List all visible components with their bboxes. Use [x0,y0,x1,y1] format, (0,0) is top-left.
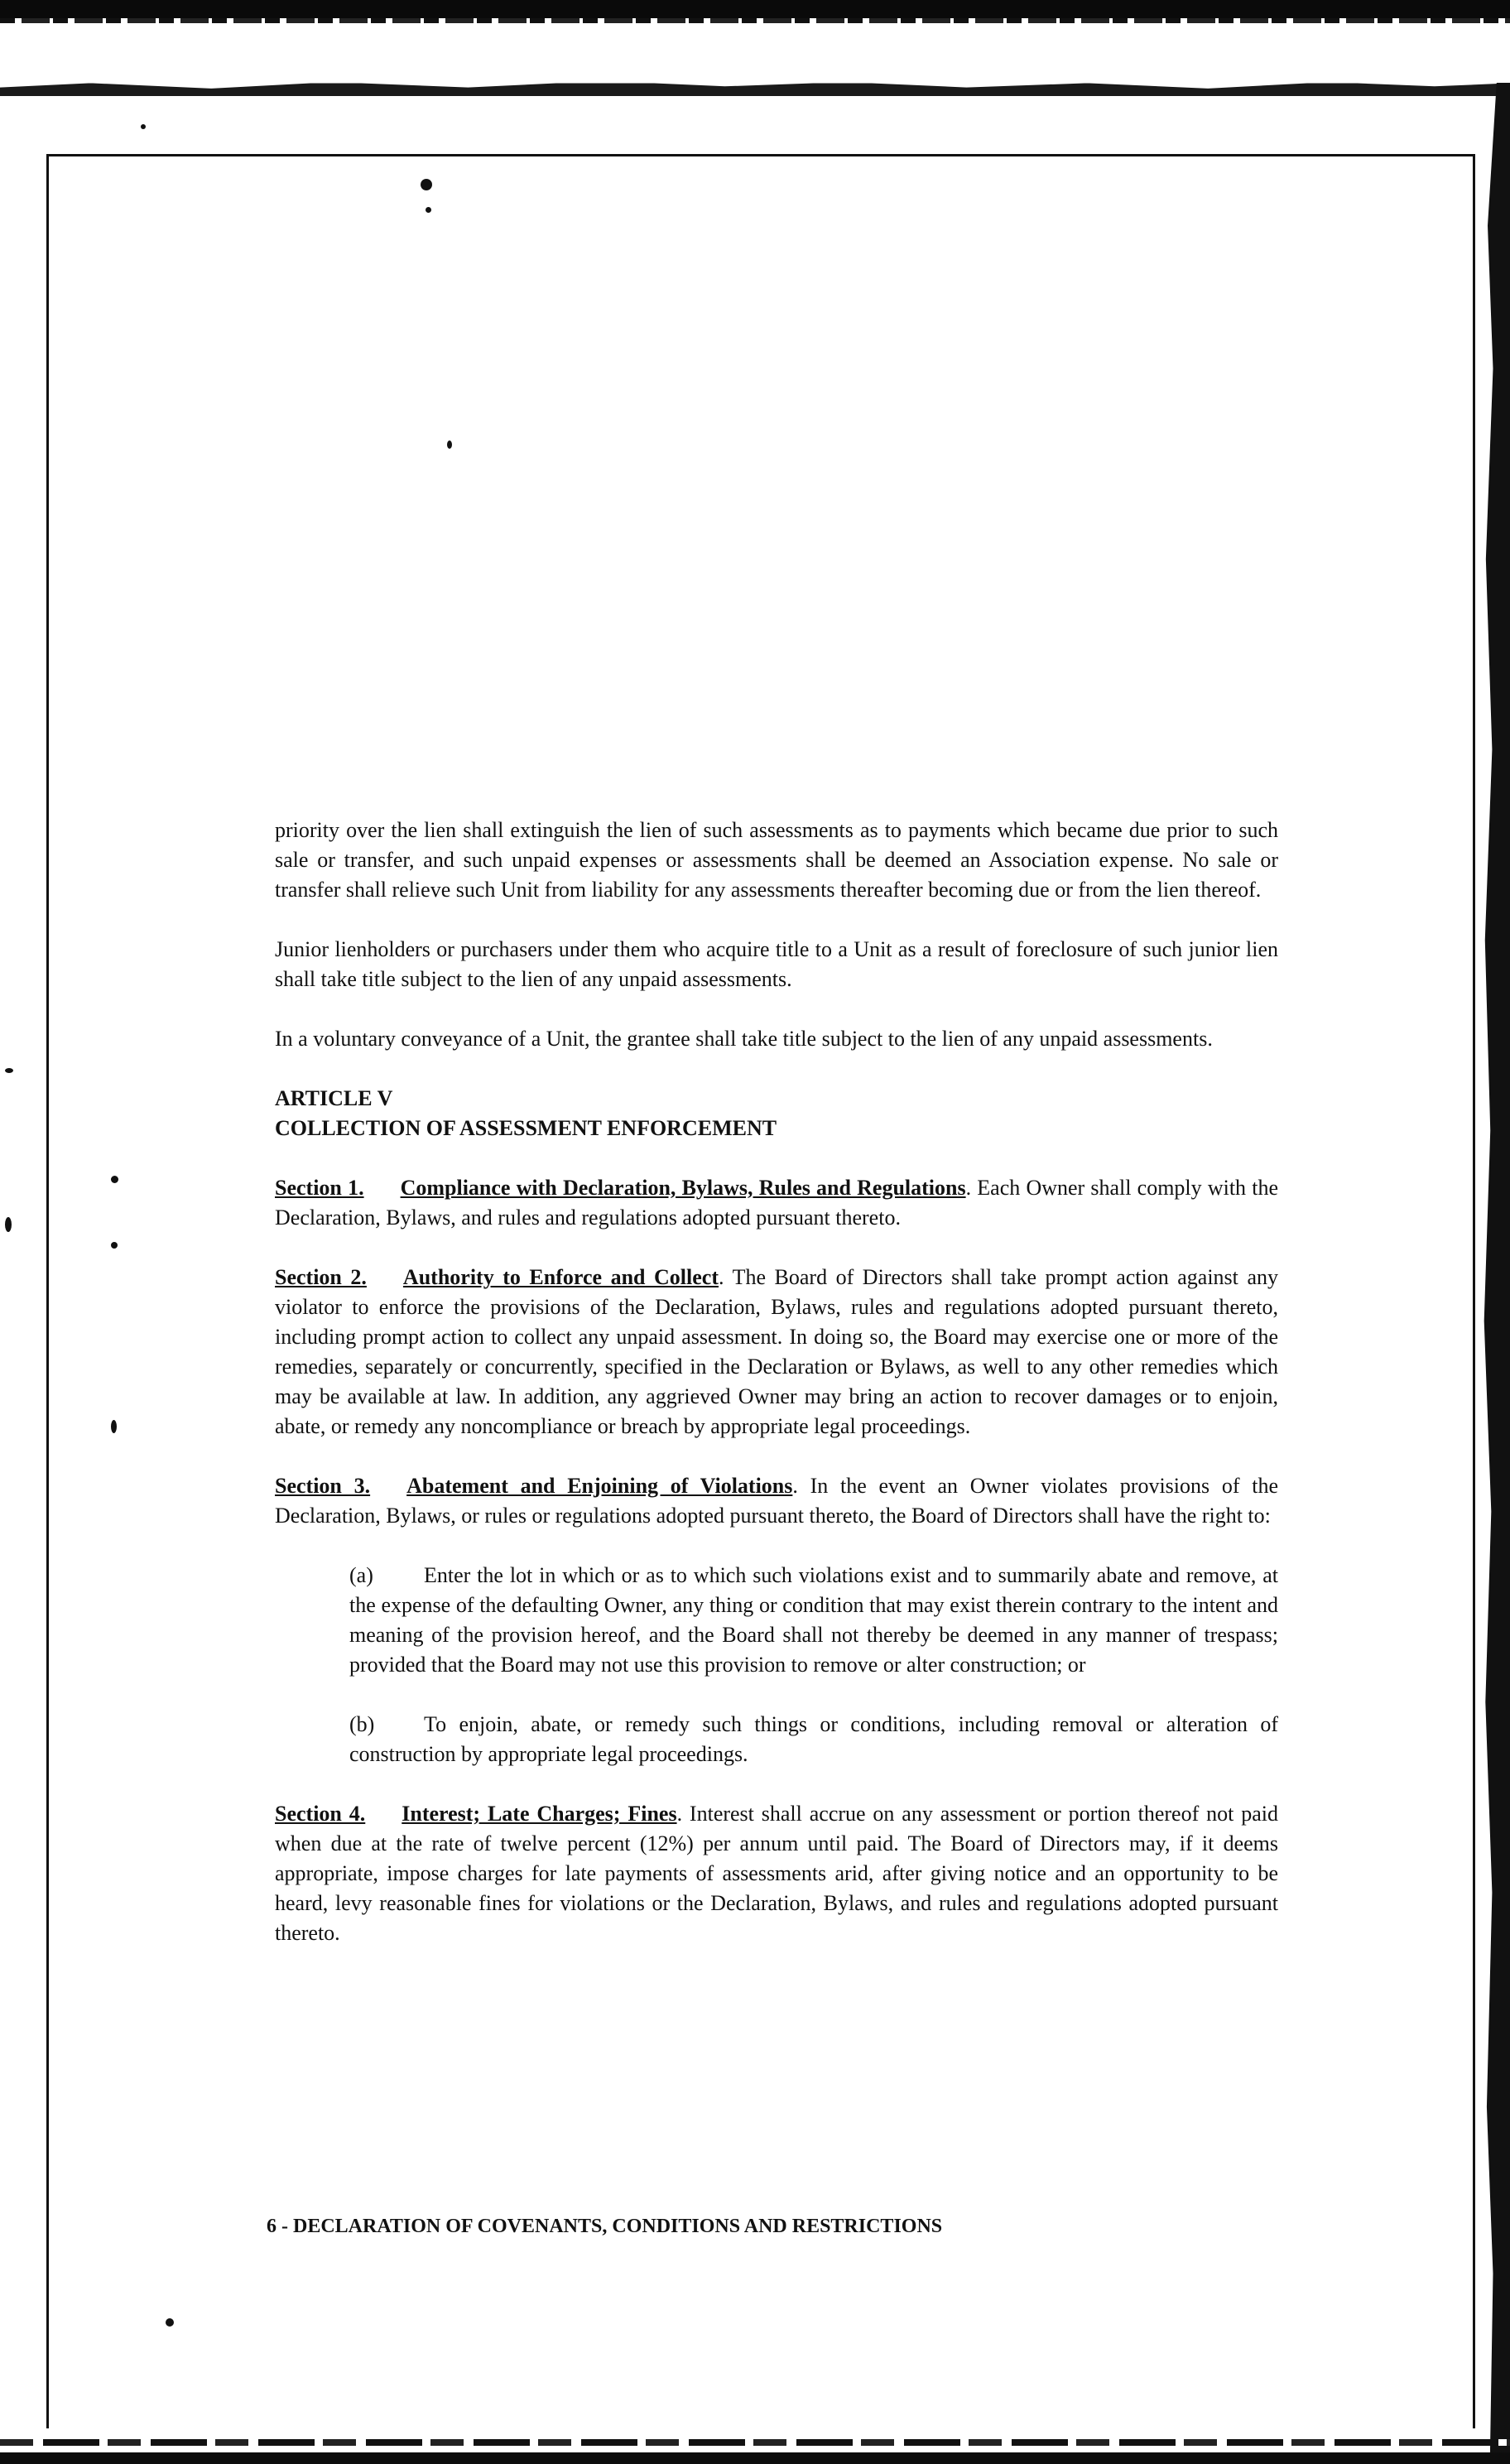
item-text: To enjoin, abate, or remedy such things or conditions, including removal or alteration of construction by appropriate legal proceedings. [349,1712,1278,1766]
section-text: . Each Owner shall comply with the Declaration, Bylaws, and rules and regulations adopted pursuant thereto. [275,1176,1279,1230]
section-text: . The Board of Directors shall take prompt action against any violator to enforce the provisions of the Declaration, Bylaws, rules and regulations adopted pursuant thereto, including prompt action to collect any unpaid assessment. In doing so, the Board may exercise one or more of the remedies, separately or concurrently, specified in the Declaration or Bylaws, as well to any other remedies which may be available at law. In addition, any aggrieved Owner may bring an action to recover damages or to enjoin, abate, or remedy any noncompliance or breach by appropriate legal proceedings. [275,1265,1278,1438]
scan-speck [421,179,432,190]
item-label: (a) [349,1563,373,1587]
scan-speck [5,1068,13,1073]
section-title: Abatement and Enjoining of Violations [406,1474,793,1498]
section-title: Authority to Enforce and Collect [402,1265,719,1289]
scan-speck [141,124,146,129]
scan-noise-top [0,18,1510,23]
scan-torn-edge [0,75,1510,96]
paragraph-junior-lienholders: Junior lienholders or purchasers under them who acquire title to a Unit as a result of foreclosure of such junior lien shall take title subject to the lien of any unpaid assessments. [275,937,1278,991]
scan-speck [111,1242,118,1249]
scan-speck [5,1217,12,1232]
article-title: COLLECTION OF ASSESSMENT ENFORCEMENT [275,1116,777,1140]
paragraph-lien-priority: priority over the lien shall extinguish the lien of such assessments as to payments which became due prior to such sale or transfer, and such unpaid expenses or assessments shall be deemed an Association expense. No sale or transfer shall relieve such Unit from liability for any assessments thereafter becoming due or from the lien thereof. [275,818,1278,902]
section-2 [275,1263,1278,1441]
section-number: Section 1. [275,1176,364,1200]
paragraph-voluntary-conveyance: In a voluntary conveyance of a Unit, the grantee shall take title subject to the lien of any unpaid assessments. [275,1027,1213,1051]
section-title: Compliance with Declaration, Bylaws, Rules and Regulations [400,1176,966,1200]
scan-speck [111,1420,117,1433]
section-number: Section 2. [275,1265,367,1289]
section-4 [275,1799,1278,1948]
scan-speck [111,1176,118,1183]
section-number: Section 4. [275,1802,366,1826]
article-number: ARTICLE V [275,1086,393,1110]
scan-edge-bottom [0,2452,1510,2464]
item-label: (b) [349,1712,375,1736]
section-number: Section 3. [275,1474,371,1498]
section-3-item-a [349,1561,1278,1680]
scan-speck [426,207,431,213]
section-3 [275,1471,1278,1531]
scan-noise-bottom [0,2439,1510,2446]
page-footer: 6 - DECLARATION OF COVENANTS, CONDITIONS AND RESTRICTIONS [267,2216,943,2237]
scan-speck [166,2318,174,2327]
scan-edge-top [0,0,1510,18]
section-text: . In the event an Owner violates provisions of the Declaration, Bylaws, or rules or regulations adopted pursuant thereto, the Board of Directors shall have the right to: [275,1474,1278,1528]
section-1 [275,1173,1278,1233]
section-title: Interest; Late Charges; Fines [402,1802,677,1826]
section-3-item-b [349,1710,1278,1769]
item-text: Enter the lot in which or as to which such violations exist and to summarily abate and remove, at the expense of the defaulting Owner, any thing or condition that may exist therein contrary to the intent and meaning of the provision hereof, and the Board shall not thereby be deemed in any manner of trespass; provided that the Board may not use this provision to remove or alter construction; or [349,1563,1278,1677]
section-text: . Interest shall accrue on any assessment or portion thereof not paid when due at the rate of twelve percent (12%) per annum until paid. The Board of Directors may, if it deems appropriate, impose charges for late payments of assessments arid, after giving notice and an opportunity to be heard, levy reasonable fines for violations or the Declaration, Bylaws, and rules and regulations adopted pursuant thereto. [275,1802,1278,1945]
document-body [275,816,1278,1978]
scan-speck [447,440,452,449]
